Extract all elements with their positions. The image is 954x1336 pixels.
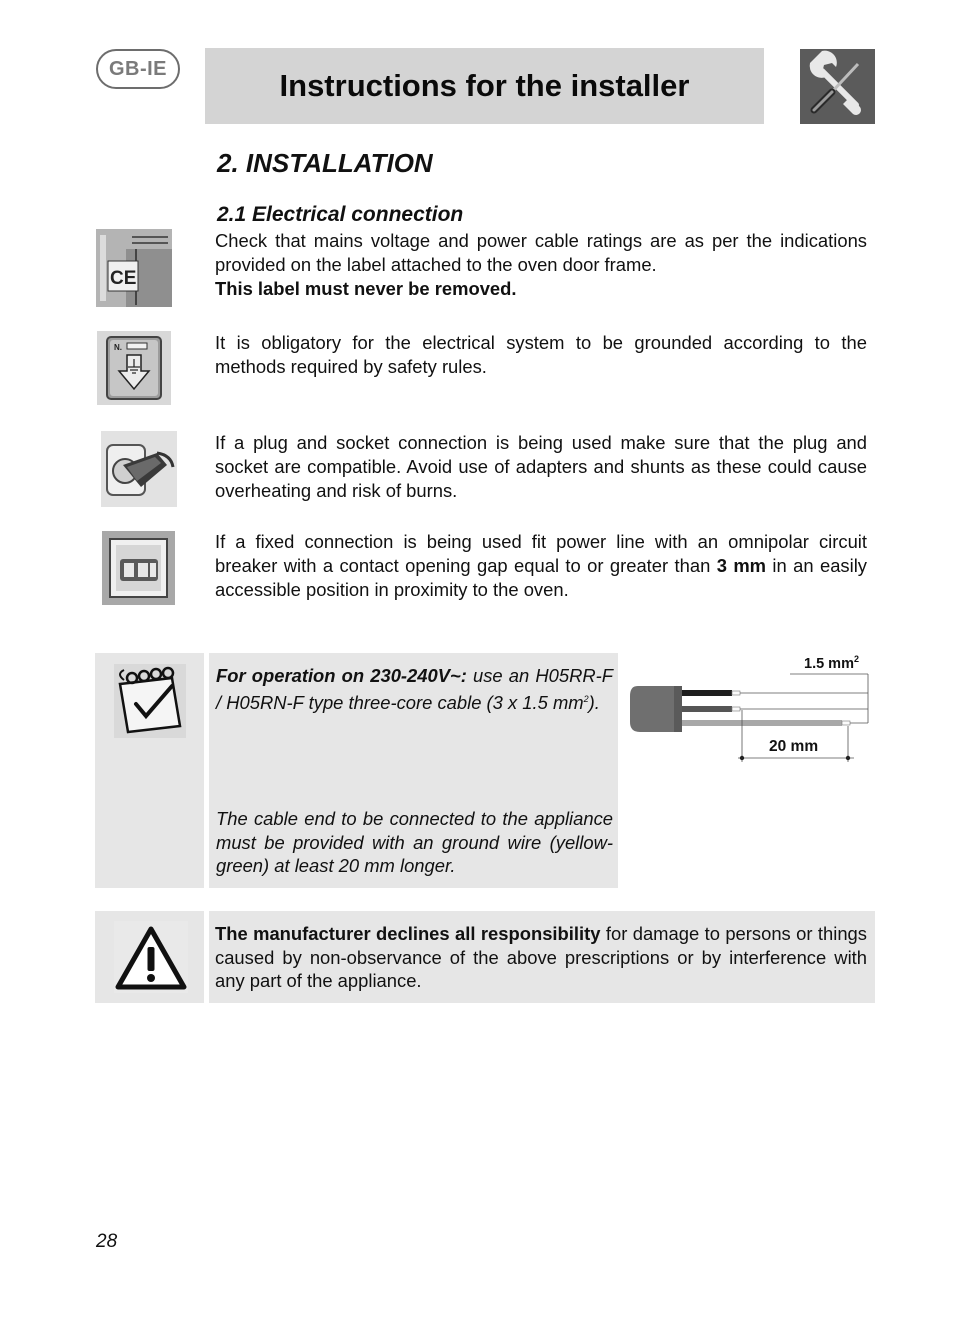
fixed-connection-text-b: in an easily accessible position in proximity to the oven. xyxy=(215,555,867,600)
voltage-lead: For operation on 230-240V~: xyxy=(216,665,467,686)
ground-wire-paragraph: The cable end to be connected to the appliance must be provided with an ground wire (yellow-green) at least 20 mm longer. xyxy=(216,808,613,876)
notepad-check-icon xyxy=(114,664,186,738)
section-title: 2. INSTALLATION xyxy=(217,148,433,178)
svg-text:N.: N. xyxy=(114,343,122,352)
grounding-paragraph: It is obligatory for the electrical system to be grounded according to the methods required by safety rules. xyxy=(215,332,867,377)
country-badge: GB-IE xyxy=(96,49,180,89)
length-label: 20 mm xyxy=(769,738,819,755)
label-check-text: Check that mains voltage and power cable ratings are as per the indications provided on the label attached to the oven door frame. xyxy=(215,230,867,275)
cable-type-text: use an H05RR-F / H05RN-F type three-core cable (3 x 1.5 mm xyxy=(216,665,614,713)
svg-text:CE: CE xyxy=(110,268,137,289)
ground-arrow-icon xyxy=(97,331,171,405)
page-title: Instructions for the installer xyxy=(205,48,764,124)
label-check-paragraph xyxy=(215,229,867,301)
cable-spec-paragraph xyxy=(216,664,613,714)
ce-label-icon xyxy=(96,229,172,307)
plug-socket-icon xyxy=(101,431,177,507)
warning-triangle-icon xyxy=(114,921,188,993)
circuit-breaker-icon xyxy=(102,531,175,605)
cable-sup: 2 xyxy=(583,693,589,704)
plug-socket-paragraph: If a plug and socket connection is being used make sure that the plug and socket are compatible. Avoid use of adapters and shunts as these could cause overheating and risk of burns. xyxy=(215,432,867,501)
cross-section-label xyxy=(804,654,859,672)
label-warning-text: This label must never be removed. xyxy=(215,278,517,299)
page-number: 28 xyxy=(96,1231,118,1252)
cable-type-end: ). xyxy=(588,691,600,713)
fixed-connection-text-a: If a fixed connection is being used fit power line with an omnipolar circuit breaker with a contact opening gap equal to or greater than xyxy=(215,531,867,576)
liability-paragraph xyxy=(215,922,867,993)
liability-rest: for damage to persons or things caused by non-observance of the above prescriptions or by interference with any part of the appliance. xyxy=(215,923,867,991)
liability-bold: The manufacturer declines all responsibility xyxy=(215,923,601,944)
cross-section-value: 1.5 mm xyxy=(804,655,854,672)
fixed-connection-paragraph xyxy=(215,530,867,602)
wrench-screwdriver-icon xyxy=(800,49,875,124)
cross-section-sup: 2 xyxy=(853,654,859,664)
gap-value: 3 mm xyxy=(716,555,767,576)
subsection-title: 2.1 Electrical connection xyxy=(217,203,464,226)
